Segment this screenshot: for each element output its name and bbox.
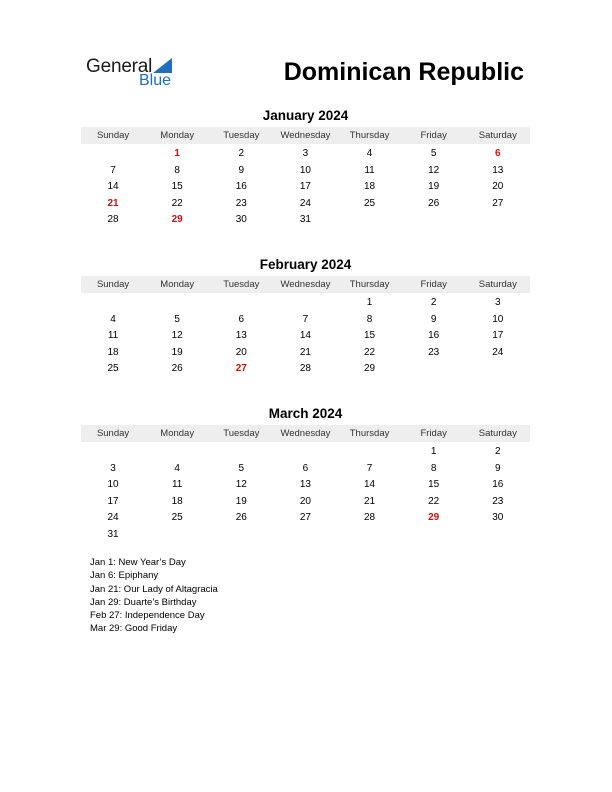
- day-cell: 21: [364, 495, 376, 507]
- weekday-label: Wednesday: [280, 130, 331, 141]
- day-cell: 28: [107, 214, 119, 226]
- day-cell: 3: [110, 462, 116, 474]
- day-cell: [402, 361, 466, 378]
- holiday-day-cell: 6: [495, 148, 501, 159]
- day-cell: 1: [430, 446, 437, 457]
- day-cell: 19: [428, 181, 440, 193]
- day-cell: 5: [430, 148, 437, 159]
- day-cell: 12: [428, 164, 440, 176]
- day-cell: 11: [171, 479, 183, 491]
- day-cell: 10: [299, 164, 311, 176]
- week-row: [81, 212, 530, 229]
- day-cell: 16: [235, 181, 247, 193]
- day-cell: 3: [302, 148, 309, 159]
- holiday-day-cell: 29: [428, 512, 440, 524]
- day-cell: [145, 295, 209, 312]
- day-cell: 16: [428, 330, 440, 342]
- weekday-label: Thursday: [349, 428, 390, 439]
- day-cell: 7: [366, 462, 373, 474]
- day-cell: 17: [299, 181, 311, 193]
- day-cell: [338, 444, 402, 461]
- day-cell: [402, 527, 466, 544]
- day-cell: 18: [171, 495, 183, 507]
- day-cell: 14: [299, 330, 311, 342]
- day-cell: 25: [364, 197, 376, 209]
- weekday-label: Monday: [160, 130, 195, 141]
- day-cell: [466, 212, 530, 229]
- day-cell: 5: [238, 462, 245, 474]
- day-cell: 25: [171, 512, 183, 524]
- weekday-label: Thursday: [349, 279, 390, 290]
- day-cell: 24: [492, 346, 504, 358]
- day-cell: 6: [302, 462, 309, 474]
- country-title: Dominican Republic: [283, 58, 524, 86]
- logo-blue-text: Blue: [139, 72, 172, 89]
- day-cell: 16: [492, 479, 504, 491]
- holiday-entry: Jan 6: Epiphany: [90, 570, 159, 582]
- weekday-label: Saturday: [478, 428, 517, 439]
- holiday-day-cell: 29: [171, 214, 183, 226]
- weekday-label: Thursday: [349, 130, 390, 141]
- day-cell: 19: [171, 346, 183, 358]
- holiday-entry: Feb 27: Independence Day: [90, 610, 205, 622]
- day-cell: 23: [428, 346, 440, 358]
- weekday-label: Friday: [420, 279, 447, 290]
- day-cell: [209, 295, 273, 312]
- day-cell: 22: [364, 346, 376, 358]
- holiday-entry: Jan 29: Duarte’s Birthday: [90, 596, 197, 608]
- weekday-label: Saturday: [478, 279, 517, 290]
- weekday-label: Sunday: [96, 428, 130, 439]
- week-row: [81, 328, 530, 345]
- week-row: [81, 527, 530, 544]
- month-calendar: [81, 107, 530, 229]
- day-cell: 14: [107, 181, 119, 193]
- day-cell: 13: [235, 330, 247, 342]
- day-cell: 12: [171, 330, 183, 342]
- day-cell: [81, 444, 145, 461]
- day-cell: 26: [171, 363, 183, 375]
- holiday-entry: Jan 1: New Year’s Day: [90, 557, 186, 568]
- week-row: [81, 494, 530, 511]
- day-cell: 8: [366, 313, 373, 325]
- day-cell: 5: [174, 313, 180, 325]
- day-cell: 2: [495, 446, 501, 457]
- day-cell: 7: [110, 164, 116, 176]
- holiday-day-cell: 21: [107, 197, 119, 209]
- day-cell: 3: [495, 297, 501, 308]
- holiday-day-cell: 1: [174, 148, 180, 159]
- day-cell: 10: [492, 313, 504, 325]
- day-cell: 22: [171, 197, 183, 209]
- day-cell: 27: [492, 197, 504, 209]
- month-calendar: [81, 256, 530, 378]
- day-cell: 8: [430, 462, 437, 474]
- day-cell: [81, 295, 145, 312]
- day-cell: 29: [364, 363, 376, 375]
- day-cell: 11: [107, 330, 119, 342]
- day-cell: [145, 444, 209, 461]
- day-cell: 15: [171, 181, 183, 193]
- weekday-label: Sunday: [96, 279, 130, 290]
- weekday-label: Wednesday: [280, 279, 331, 290]
- day-cell: 17: [492, 330, 504, 342]
- day-cell: 10: [107, 479, 119, 491]
- day-cell: 24: [107, 512, 119, 524]
- day-cell: [402, 212, 466, 229]
- week-row: [81, 477, 530, 494]
- day-cell: 15: [428, 479, 440, 491]
- weekday-label: Tuesday: [223, 279, 260, 290]
- day-cell: 15: [364, 330, 376, 342]
- day-cell: [209, 527, 273, 544]
- day-cell: [273, 444, 337, 461]
- day-cell: 7: [302, 313, 309, 325]
- day-cell: [273, 295, 337, 312]
- day-cell: 28: [364, 512, 376, 524]
- month-calendar: [81, 405, 530, 544]
- day-cell: 30: [492, 512, 504, 524]
- day-cell: 27: [299, 512, 311, 524]
- weekday-label: Tuesday: [223, 428, 260, 439]
- month-title: January 2024: [262, 108, 349, 123]
- weekday-label: Friday: [420, 130, 447, 141]
- day-cell: 9: [495, 462, 501, 474]
- day-cell: 20: [235, 346, 247, 358]
- logo-general-text: General: [86, 56, 153, 77]
- day-cell: 26: [235, 512, 247, 524]
- day-cell: 23: [492, 495, 504, 507]
- day-cell: 21: [299, 346, 311, 358]
- weekday-header: [81, 127, 530, 144]
- weekday-label: Sunday: [96, 130, 130, 141]
- day-cell: 30: [235, 214, 247, 226]
- day-cell: 8: [174, 164, 180, 176]
- day-cell: 9: [238, 164, 245, 176]
- logo-triangle-icon: [153, 58, 172, 73]
- day-cell: 4: [110, 313, 116, 325]
- month-title: February 2024: [259, 257, 352, 272]
- week-row: [81, 461, 530, 478]
- day-cell: 28: [299, 363, 311, 375]
- holiday-list: [90, 556, 218, 636]
- day-cell: 2: [430, 297, 437, 308]
- day-cell: 2: [238, 148, 245, 159]
- week-row: [81, 444, 530, 461]
- weekday-label: Wednesday: [280, 428, 331, 439]
- day-cell: 18: [107, 346, 119, 358]
- day-cell: [273, 527, 337, 544]
- holiday-entry: Mar 29: Good Friday: [90, 623, 178, 635]
- month-title: March 2024: [268, 406, 343, 421]
- day-cell: 12: [235, 479, 247, 491]
- day-cell: 25: [107, 363, 119, 375]
- week-row: [81, 163, 530, 180]
- day-cell: 9: [430, 313, 437, 325]
- week-row: [81, 179, 530, 196]
- day-cell: 31: [107, 528, 119, 540]
- day-cell: 13: [299, 479, 311, 491]
- day-cell: 13: [492, 164, 504, 176]
- week-row: [81, 196, 530, 213]
- day-cell: [338, 212, 402, 229]
- day-cell: [145, 527, 209, 544]
- day-cell: 4: [174, 462, 180, 474]
- weekday-label: Tuesday: [223, 130, 260, 141]
- day-cell: 22: [428, 495, 440, 507]
- generalblue-logo: [86, 56, 186, 92]
- week-row: [81, 361, 530, 378]
- weekday-label: Friday: [420, 428, 447, 439]
- day-cell: 23: [235, 197, 247, 209]
- week-row: [81, 146, 530, 163]
- day-cell: 1: [366, 297, 373, 308]
- day-cell: 20: [299, 495, 311, 507]
- day-cell: [466, 527, 530, 544]
- day-cell: 4: [366, 148, 373, 159]
- week-row: [81, 295, 530, 312]
- day-cell: [466, 361, 530, 378]
- weekday-header: [81, 276, 530, 293]
- day-cell: 24: [299, 197, 311, 209]
- weekday-label: Monday: [160, 428, 195, 439]
- day-cell: 17: [107, 495, 119, 507]
- day-cell: 31: [299, 214, 311, 226]
- weekday-label: Monday: [160, 279, 195, 290]
- day-cell: 19: [235, 495, 247, 507]
- day-cell: [209, 444, 273, 461]
- day-cell: [338, 527, 402, 544]
- day-cell: 18: [364, 181, 376, 193]
- week-row: [81, 510, 530, 527]
- day-cell: 11: [364, 164, 375, 176]
- week-row: [81, 345, 530, 362]
- holiday-entry: Jan 21: Our Lady of Altagracia: [90, 583, 218, 595]
- weekday-label: Saturday: [478, 130, 517, 141]
- day-cell: 6: [238, 313, 245, 325]
- day-cell: 20: [492, 181, 504, 193]
- day-cell: 26: [428, 197, 440, 209]
- day-cell: [81, 146, 145, 163]
- weekday-header: [81, 425, 530, 442]
- day-cell: 14: [364, 479, 376, 491]
- week-row: [81, 312, 530, 329]
- holiday-day-cell: 27: [235, 363, 247, 375]
